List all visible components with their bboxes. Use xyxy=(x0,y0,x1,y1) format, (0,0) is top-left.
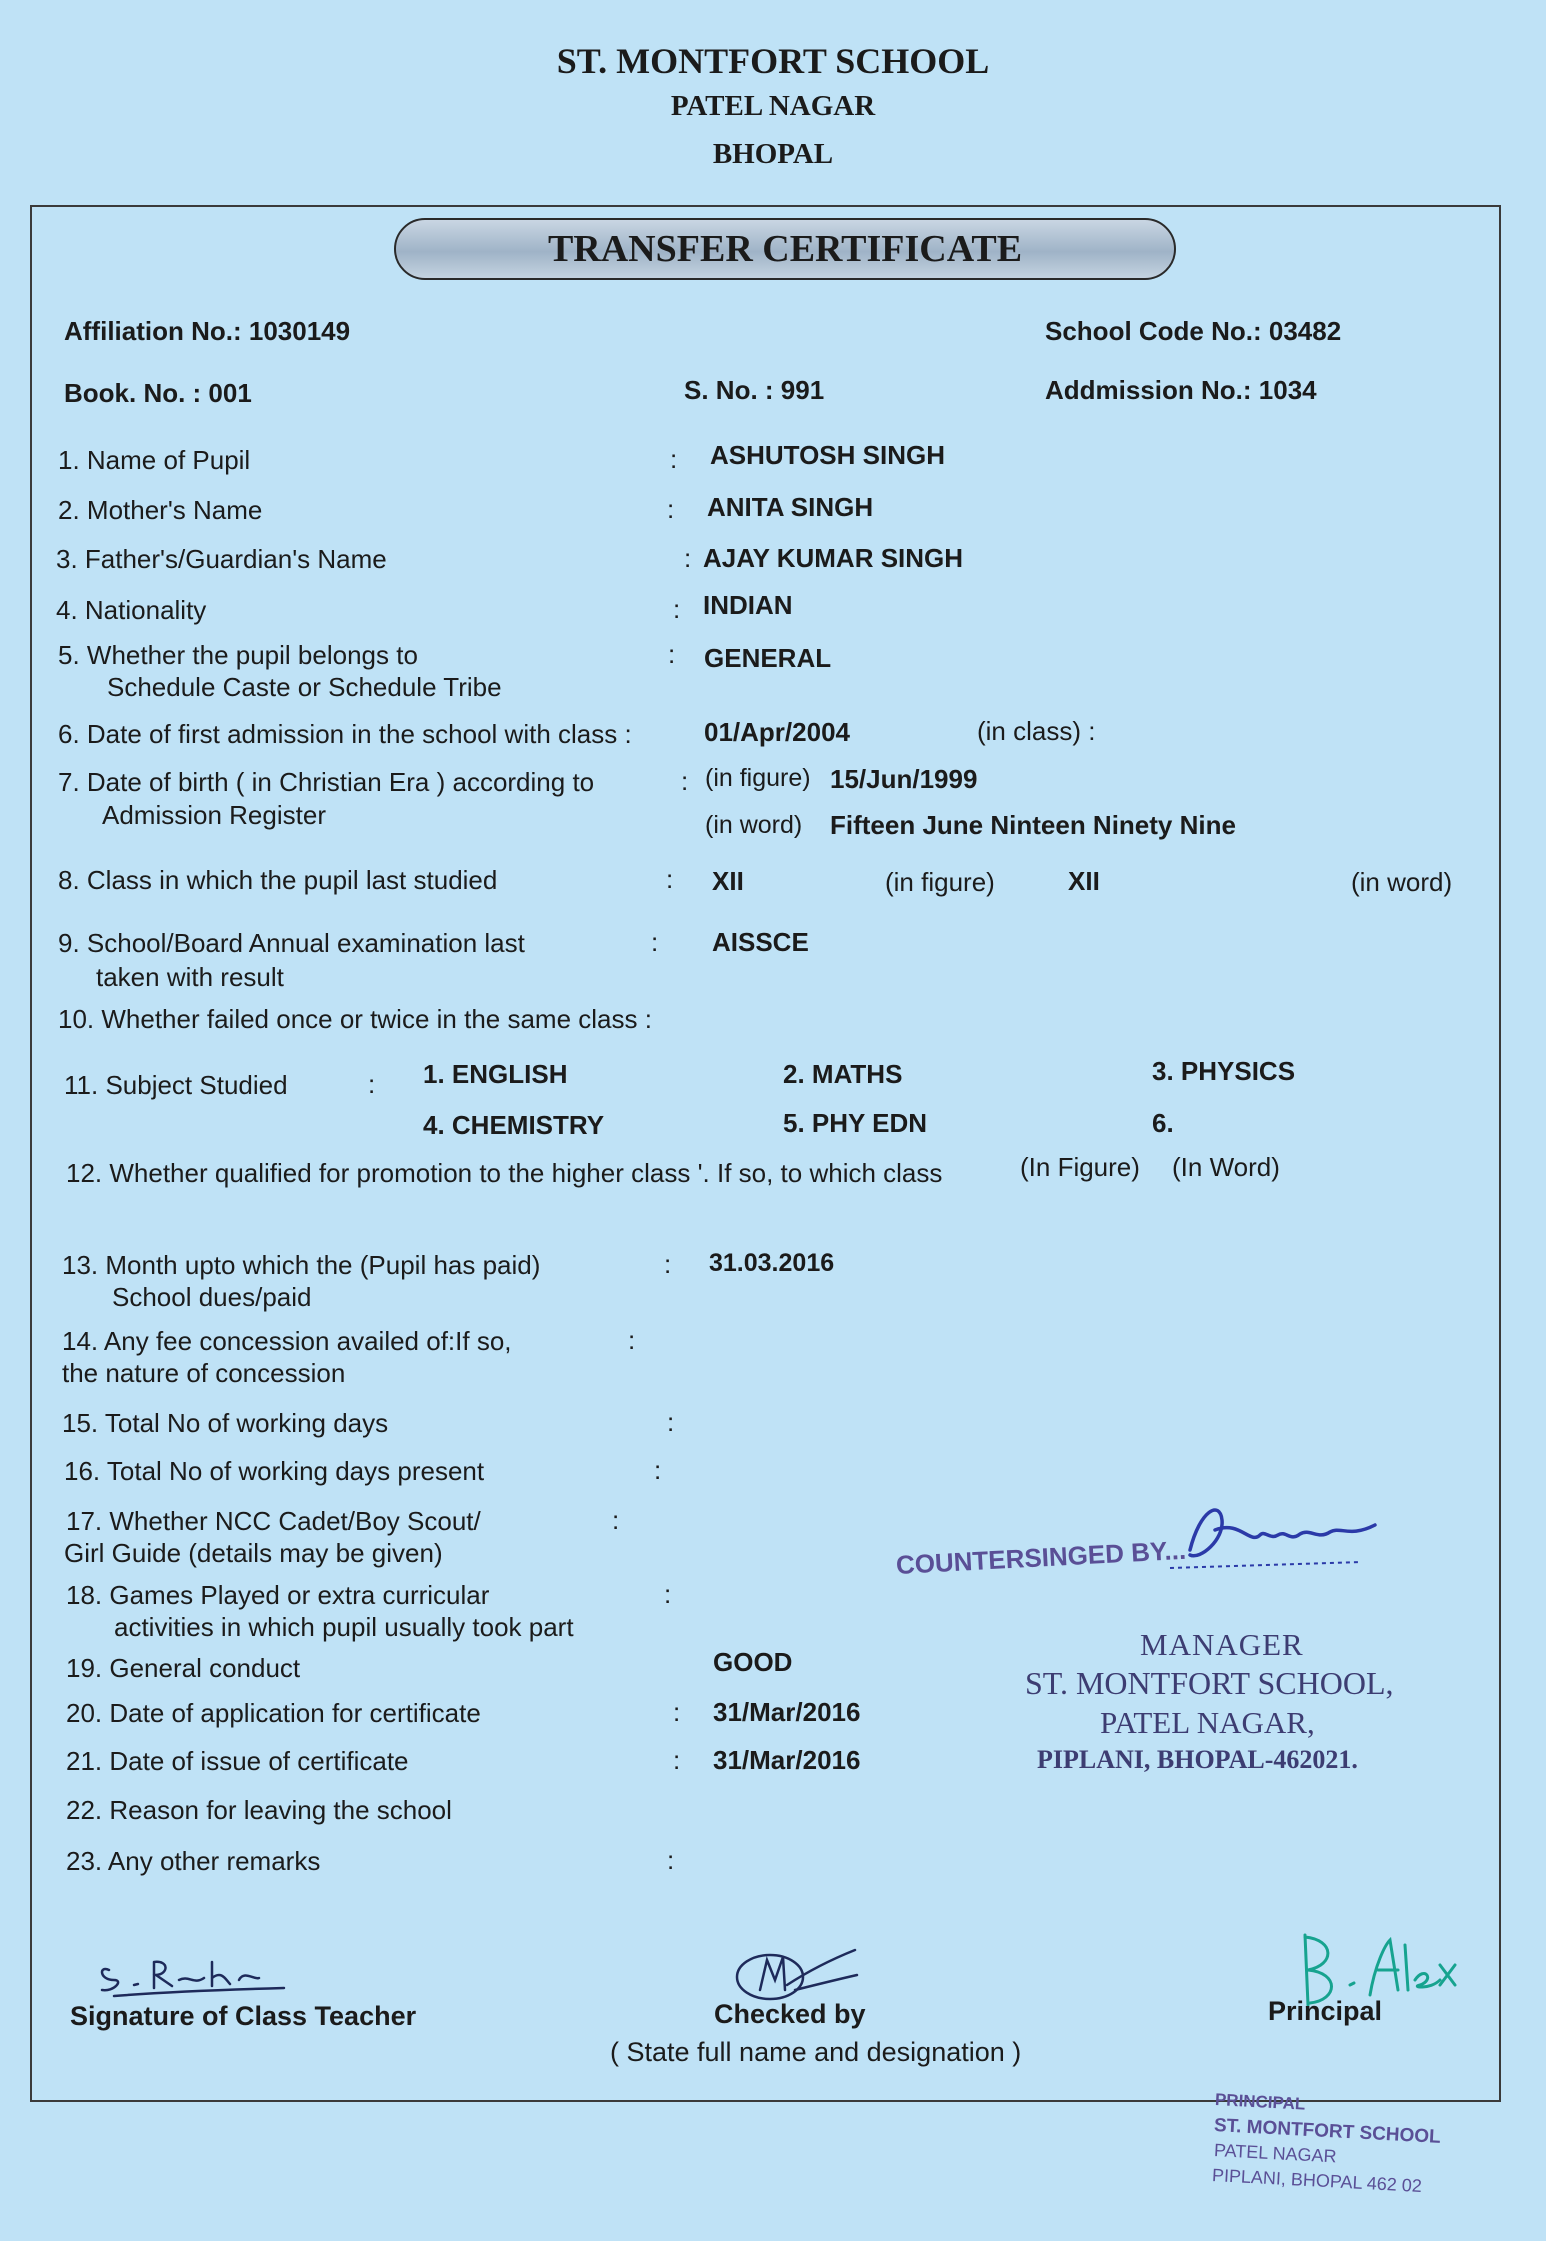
subject-3: 3. PHYSICS xyxy=(1152,1056,1296,1086)
field-4-label: 4. Nationality xyxy=(56,595,207,625)
field-20-value: 31/Mar/2016 xyxy=(713,1697,861,1727)
field-2-value: ANITA SINGH xyxy=(707,492,874,522)
principal-stamp-school: ST. MONTFORT SCHOOL xyxy=(1213,2115,1442,2148)
field-8-label: 8. Class in which the pupil last studied xyxy=(58,865,498,895)
field-23-label: 23. Any other remarks xyxy=(66,1846,321,1876)
field-17-label-cont: Girl Guide (details may be given) xyxy=(64,1538,443,1568)
field-19-value: GOOD xyxy=(713,1647,793,1677)
field-3-label: 3. Father's/Guardian's Name xyxy=(56,544,387,574)
principal-label: Principal xyxy=(1268,1996,1383,2026)
class-teacher-signature xyxy=(94,1950,294,2000)
field-2-label: 2. Mother's Name xyxy=(58,495,263,525)
field-11-colon: : xyxy=(368,1069,376,1099)
field-1-label: 1. Name of Pupil xyxy=(58,445,251,475)
field-5-colon: : xyxy=(668,639,676,669)
field-14-label: 14. Any fee concession availed of:If so, xyxy=(62,1326,512,1356)
book-number: Book. No. : 001 xyxy=(64,378,252,408)
field-8-word-label: (in word) xyxy=(1351,867,1453,897)
field-9-value: AISSCE xyxy=(712,927,809,957)
field-21-label: 21. Date of issue of certificate xyxy=(66,1746,409,1776)
field-5-label-cont: Schedule Caste or Schedule Tribe xyxy=(107,672,502,702)
field-2-colon: : xyxy=(667,494,675,524)
field-18-colon: : xyxy=(664,1579,672,1609)
manager-stamp-title: MANAGER xyxy=(1140,1627,1304,1662)
field-20-label: 20. Date of application for certificate xyxy=(66,1698,481,1728)
field-1-value: ASHUTOSH SINGH xyxy=(710,440,945,470)
field-7-colon: : xyxy=(681,766,689,796)
field-9-label-cont: taken with result xyxy=(96,962,284,992)
affiliation-number: Affiliation No.: 1030149 xyxy=(64,316,351,346)
field-1-colon: : xyxy=(670,444,678,474)
field-18-label-cont: activities in which pupil usually took part xyxy=(114,1612,574,1642)
school-name: ST. MONTFORT SCHOOL xyxy=(556,41,990,81)
manager-stamp-school: ST. MONTFORT SCHOOL, xyxy=(1025,1665,1394,1701)
field-11-label: 11. Subject Studied xyxy=(64,1070,288,1100)
manager-stamp-address: PIPLANI, BHOPAL-462021. xyxy=(1037,1745,1358,1774)
serial-number: S. No. : 991 xyxy=(684,375,825,405)
field-7-figure-label: (in figure) xyxy=(705,764,811,792)
manager-signature xyxy=(1160,1490,1390,1580)
field-15-colon: : xyxy=(667,1407,675,1437)
field-3-colon: : xyxy=(684,543,692,573)
field-7-label-cont: Admission Register xyxy=(102,800,326,830)
subject-2: 2. MATHS xyxy=(783,1059,903,1089)
checked-by-signature xyxy=(725,1935,865,2005)
field-13-label: 13. Month upto which the (Pupil has paid) xyxy=(62,1250,541,1280)
field-13-label-cont: School dues/paid xyxy=(112,1282,312,1312)
subject-5: 5. PHY EDN xyxy=(783,1108,928,1138)
field-14-label-cont: the nature of concession xyxy=(62,1358,346,1388)
field-5-label: 5. Whether the pupil belongs to xyxy=(58,640,418,670)
field-20-colon: : xyxy=(673,1697,681,1727)
field-3-value: AJAY KUMAR SINGH xyxy=(703,543,964,573)
field-21-value: 31/Mar/2016 xyxy=(713,1745,861,1775)
certificate-title: TRANSFER CERTIFICATE xyxy=(394,218,1176,280)
field-8-colon: : xyxy=(666,864,674,894)
subject-1: 1. ENGLISH xyxy=(423,1059,568,1089)
school-city: BHOPAL xyxy=(712,138,834,170)
field-21-colon: : xyxy=(673,1745,681,1775)
field-13-colon: : xyxy=(664,1249,672,1279)
field-12-figure-label: (In Figure) xyxy=(1020,1152,1140,1182)
subject-4: 4. CHEMISTRY xyxy=(423,1110,605,1140)
field-16-label: 16. Total No of working days present xyxy=(64,1456,485,1486)
field-5-value: GENERAL xyxy=(704,643,832,673)
field-12-word-label: (In Word) xyxy=(1172,1152,1280,1182)
checked-by-label: Checked by xyxy=(714,1999,866,2029)
school-locality: PATEL NAGAR xyxy=(670,90,876,122)
class-teacher-signature-label: Signature of Class Teacher xyxy=(70,2001,417,2031)
field-13-value: 31.03.2016 xyxy=(709,1249,835,1277)
manager-stamp-locality: PATEL NAGAR, xyxy=(1100,1705,1315,1740)
field-12-label: 12. Whether qualified for promotion to the higher class '. If so, to which class xyxy=(66,1158,943,1188)
field-4-value: INDIAN xyxy=(703,590,793,620)
field-14-colon: : xyxy=(628,1325,636,1355)
field-23-colon: : xyxy=(667,1845,675,1875)
field-19-label: 19. General conduct xyxy=(66,1653,301,1683)
field-10-label: 10. Whether failed once or twice in the same class : xyxy=(58,1004,652,1034)
field-9-colon: : xyxy=(651,927,659,957)
field-6-value: 01/Apr/2004 xyxy=(704,717,850,747)
school-code: School Code No.: 03482 xyxy=(1045,316,1342,346)
principal-stamp-title: PRINCIPAL xyxy=(1214,2090,1306,2114)
field-7-figure-value: 15/Jun/1999 xyxy=(830,764,978,794)
admission-number: Addmission No.: 1034 xyxy=(1045,375,1317,405)
field-7-word-value: Fifteen June Ninteen Ninety Nine xyxy=(830,810,1236,840)
field-17-label: 17. Whether NCC Cadet/Boy Scout/ xyxy=(66,1506,481,1536)
field-8-value-word: XII xyxy=(1068,866,1100,896)
principal-stamp-address: PIPLANI, BHOPAL 462 02 xyxy=(1211,2165,1423,2196)
field-7-label: 7. Date of birth ( in Christian Era ) according to xyxy=(58,767,595,797)
field-17-colon: : xyxy=(612,1505,620,1535)
field-4-colon: : xyxy=(673,594,681,624)
field-6-label: 6. Date of first admission in the school with class : xyxy=(58,719,632,749)
field-9-label: 9. School/Board Annual examination last xyxy=(58,928,525,958)
field-15-label: 15. Total No of working days xyxy=(62,1408,389,1438)
principal-stamp-locality: PATEL NAGAR xyxy=(1213,2140,1338,2167)
field-18-label: 18. Games Played or extra curricular xyxy=(66,1580,490,1610)
field-7-word-label: (in word) xyxy=(705,811,803,839)
field-8-figure-label: (in figure) xyxy=(885,867,995,897)
countersigned-by: COUNTERSINGED BY... xyxy=(895,1534,1187,1580)
checked-by-note: ( State full name and designation ) xyxy=(610,2037,1022,2067)
field-16-colon: : xyxy=(654,1455,662,1485)
field-22-label: 22. Reason for leaving the school xyxy=(66,1795,452,1825)
field-8-value-figure: XII xyxy=(712,866,744,896)
field-6-in-class-label: (in class) : xyxy=(977,716,1096,746)
subject-6: 6. xyxy=(1152,1108,1174,1138)
